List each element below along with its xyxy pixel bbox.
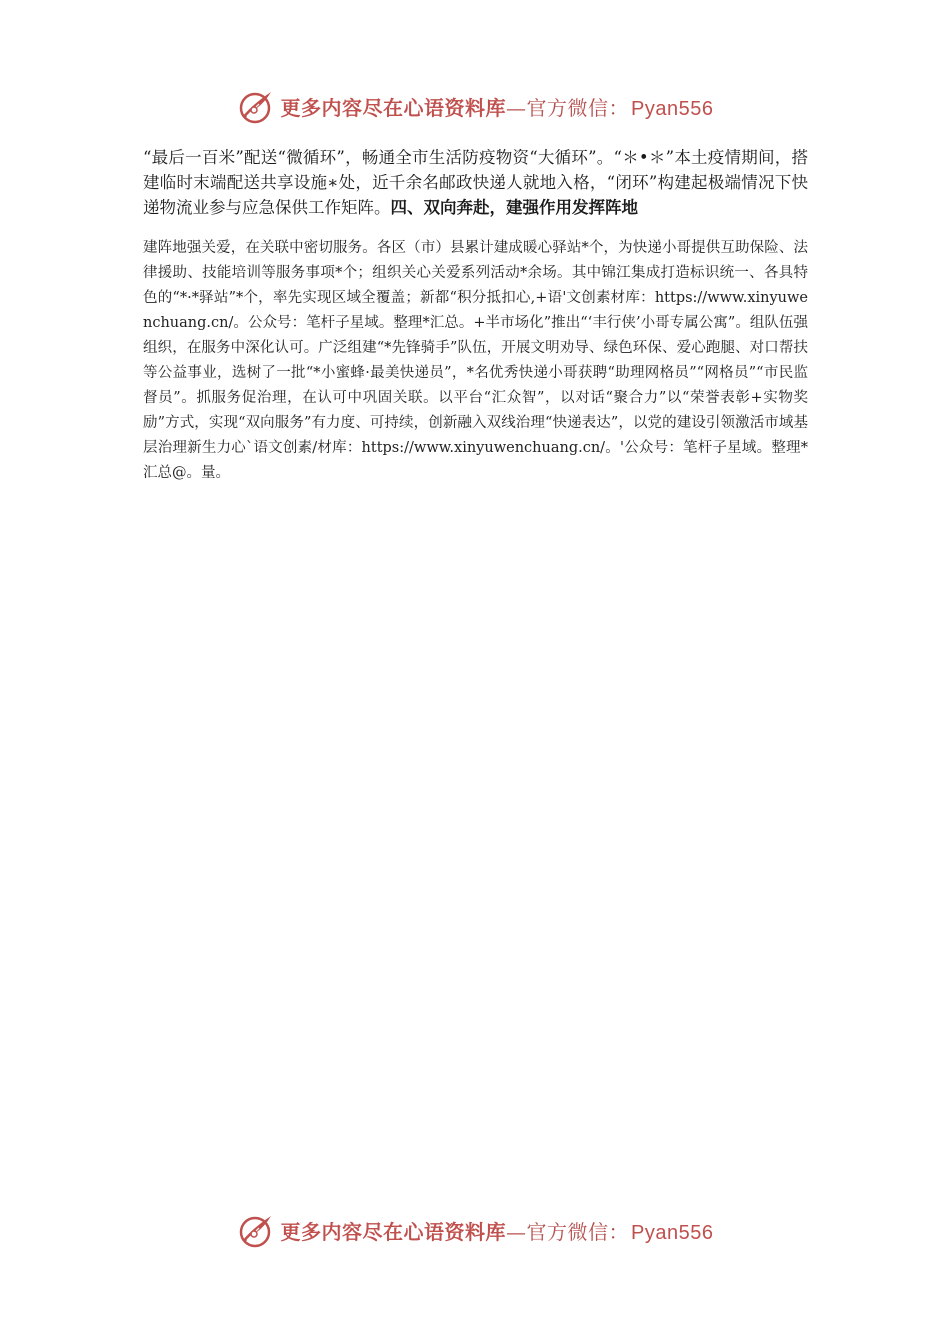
banner-text <box>281 1216 714 1245</box>
banner-dash: — <box>506 1219 527 1244</box>
paragraph-2: 建阵地强关爱，在关联中密切服务。各区（市）县累计建成暖心驿站*个，为快递小哥提供互助保险、法律援助、技能培训等服务事项*个；组织关心关爱系列活动*余场。其中锦江集成打造标识统一、各具特色的“*·*驿站”*个，率先实现区域全覆盖；新都“积分抵扣心,+语'文创素材库：https://www.xinyuwenchuang.cn/。公众号：笔杆子星域。整理*汇总。+半市场化”推出“‘丰行侠’小哥专属公寓”。组队伍强组织，在服务中深化认可。广泛组建“*先锋骑手”队伍，开展文明劝导、绿色环保、爱心跑腿、对口帮扶等公益事业，选树了一批“*小蜜蜂·最美快递员”，*名优秀快递小哥获聘“助理网格员”“网格员”“市民监督员”。抓服务促治理，在认可中巩固关联。以平台“汇众智”，以对话“聚合力”以“荣誉表彰+实物奖励”方式，实现“双向服务”有力度、可持续，创新融入双线治理“快递表达”，以党的建设引领激活市域基层治理新生力心`语文创素/材库：https://www.xinyuwenchuang.cn/。'公众号：笔杆子星域。整理*汇总@。量。 <box>143 240 808 481</box>
paragraph-1-text: “最后一百米”配送“微循环”，畅通全市生活防疫物资“大循环”。“＊•＊”本土疫情期间，搭建临时末端配送共享设施∗处，近千余名邮政快递人就地入格，“闭环”构建起极端情况下快递物流业参与应急保供工作矩阵。 <box>143 148 808 217</box>
banner-label: 官方微信： <box>526 95 630 120</box>
header-banner <box>0 84 950 128</box>
document-body <box>143 145 808 486</box>
banner-dash: — <box>506 95 527 120</box>
banner-wechat-id: Pyan556 <box>631 1221 714 1244</box>
banner-main-text: 更多内容尽在心语资料库 <box>280 1219 507 1244</box>
banner-main-text: 更多内容尽在心语资料库 <box>280 95 507 120</box>
banner-text <box>281 92 714 121</box>
paragraph-1 <box>143 145 808 220</box>
quill-pen-logo-icon <box>237 86 277 126</box>
banner-wechat-id: Pyan556 <box>631 97 714 120</box>
quill-pen-logo-icon <box>237 1210 277 1250</box>
section-heading: 四、双向奔赴，建强作用发挥阵地 <box>390 198 638 217</box>
banner-label: 官方微信： <box>526 1219 630 1244</box>
footer-banner <box>0 1208 950 1252</box>
